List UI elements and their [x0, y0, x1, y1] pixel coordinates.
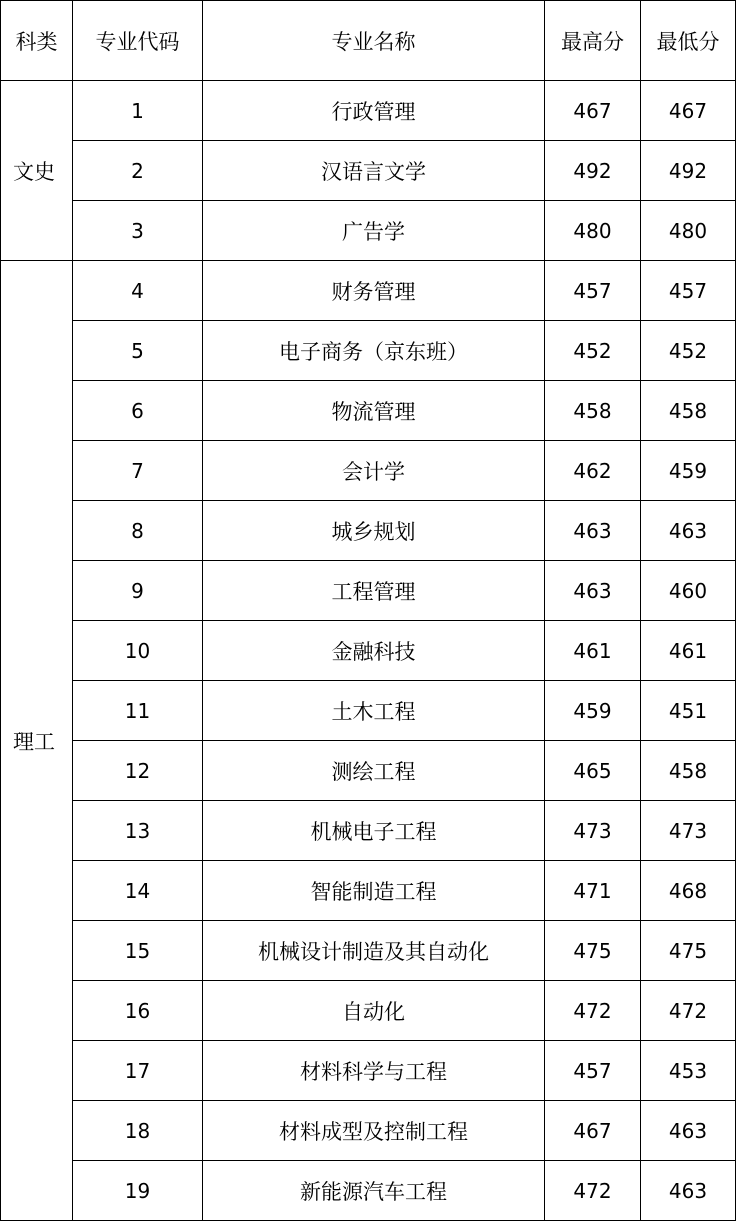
min-score-cell: 475	[641, 921, 736, 981]
major-code-cell: 5	[73, 321, 203, 381]
max-score-cell: 457	[545, 261, 641, 321]
table-row	[1, 621, 736, 681]
max-score-cell: 465	[545, 741, 641, 801]
major-name-cell: 汉语言文学	[203, 141, 545, 201]
major-name-cell: 新能源汽车工程	[203, 1161, 545, 1221]
min-score-cell: 463	[641, 501, 736, 561]
major-code-cell: 19	[73, 1161, 203, 1221]
min-score-cell: 480	[641, 201, 736, 261]
major-code-cell: 17	[73, 1041, 203, 1101]
table-row	[1, 1161, 736, 1221]
major-name-cell: 行政管理	[203, 81, 545, 141]
max-score-cell: 452	[545, 321, 641, 381]
header-row	[1, 1, 736, 81]
major-code-cell: 11	[73, 681, 203, 741]
min-score-cell: 453	[641, 1041, 736, 1101]
table-row	[1, 81, 736, 141]
min-score-cell: 452	[641, 321, 736, 381]
max-score-cell: 471	[545, 861, 641, 921]
major-code-cell: 4	[73, 261, 203, 321]
major-name-cell: 广告学	[203, 201, 545, 261]
table-row	[1, 501, 736, 561]
max-score-cell: 463	[545, 561, 641, 621]
major-name-cell: 机械设计制造及其自动化	[203, 921, 545, 981]
major-name-cell: 城乡规划	[203, 501, 545, 561]
major-name-cell: 金融科技	[203, 621, 545, 681]
major-code-cell: 12	[73, 741, 203, 801]
table-row	[1, 1101, 736, 1161]
major-code-cell: 13	[73, 801, 203, 861]
major-code-cell: 15	[73, 921, 203, 981]
major-code-cell: 14	[73, 861, 203, 921]
max-score-cell: 459	[545, 681, 641, 741]
major-name-cell: 工程管理	[203, 561, 545, 621]
major-name-cell: 土木工程	[203, 681, 545, 741]
major-code-cell: 1	[73, 81, 203, 141]
major-code-cell: 3	[73, 201, 203, 261]
table-row	[1, 981, 736, 1041]
header-min-score: 最低分	[641, 1, 736, 81]
table-row	[1, 1041, 736, 1101]
table-row	[1, 861, 736, 921]
min-score-cell: 458	[641, 741, 736, 801]
major-code-cell: 6	[73, 381, 203, 441]
header-max-score: 最高分	[545, 1, 641, 81]
min-score-cell: 473	[641, 801, 736, 861]
table-row	[1, 141, 736, 201]
major-code-cell: 16	[73, 981, 203, 1041]
min-score-cell: 467	[641, 81, 736, 141]
category-cell: 理工	[1, 261, 73, 1221]
table-row	[1, 201, 736, 261]
max-score-cell: 467	[545, 81, 641, 141]
table-row	[1, 741, 736, 801]
major-code-cell: 18	[73, 1101, 203, 1161]
max-score-cell: 472	[545, 981, 641, 1041]
table-row	[1, 561, 736, 621]
max-score-cell: 492	[545, 141, 641, 201]
table-row	[1, 921, 736, 981]
header-major-name: 专业名称	[203, 1, 545, 81]
max-score-cell: 458	[545, 381, 641, 441]
table-row	[1, 321, 736, 381]
max-score-cell: 457	[545, 1041, 641, 1101]
max-score-cell: 475	[545, 921, 641, 981]
table-row	[1, 441, 736, 501]
min-score-cell: 463	[641, 1101, 736, 1161]
major-name-cell: 材料成型及控制工程	[203, 1101, 545, 1161]
major-name-cell: 机械电子工程	[203, 801, 545, 861]
min-score-cell: 458	[641, 381, 736, 441]
category-cell: 文史	[1, 81, 73, 261]
min-score-cell: 451	[641, 681, 736, 741]
major-code-cell: 8	[73, 501, 203, 561]
major-name-cell: 会计学	[203, 441, 545, 501]
major-name-cell: 材料科学与工程	[203, 1041, 545, 1101]
min-score-cell: 463	[641, 1161, 736, 1221]
major-name-cell: 测绘工程	[203, 741, 545, 801]
min-score-cell: 459	[641, 441, 736, 501]
table-row	[1, 801, 736, 861]
min-score-cell: 492	[641, 141, 736, 201]
header-category: 科类	[1, 1, 73, 81]
max-score-cell: 472	[545, 1161, 641, 1221]
min-score-cell: 472	[641, 981, 736, 1041]
min-score-cell: 468	[641, 861, 736, 921]
max-score-cell: 480	[545, 201, 641, 261]
max-score-cell: 461	[545, 621, 641, 681]
min-score-cell: 461	[641, 621, 736, 681]
max-score-cell: 473	[545, 801, 641, 861]
table-row	[1, 681, 736, 741]
header-major-code: 专业代码	[73, 1, 203, 81]
max-score-cell: 463	[545, 501, 641, 561]
major-code-cell: 9	[73, 561, 203, 621]
major-code-cell: 10	[73, 621, 203, 681]
major-name-cell: 电子商务（京东班）	[203, 321, 545, 381]
min-score-cell: 457	[641, 261, 736, 321]
major-code-cell: 7	[73, 441, 203, 501]
major-name-cell: 物流管理	[203, 381, 545, 441]
table-row	[1, 261, 736, 321]
min-score-cell: 460	[641, 561, 736, 621]
major-code-cell: 2	[73, 141, 203, 201]
major-name-cell: 智能制造工程	[203, 861, 545, 921]
max-score-cell: 467	[545, 1101, 641, 1161]
max-score-cell: 462	[545, 441, 641, 501]
major-name-cell: 财务管理	[203, 261, 545, 321]
table-row	[1, 381, 736, 441]
major-name-cell: 自动化	[203, 981, 545, 1041]
